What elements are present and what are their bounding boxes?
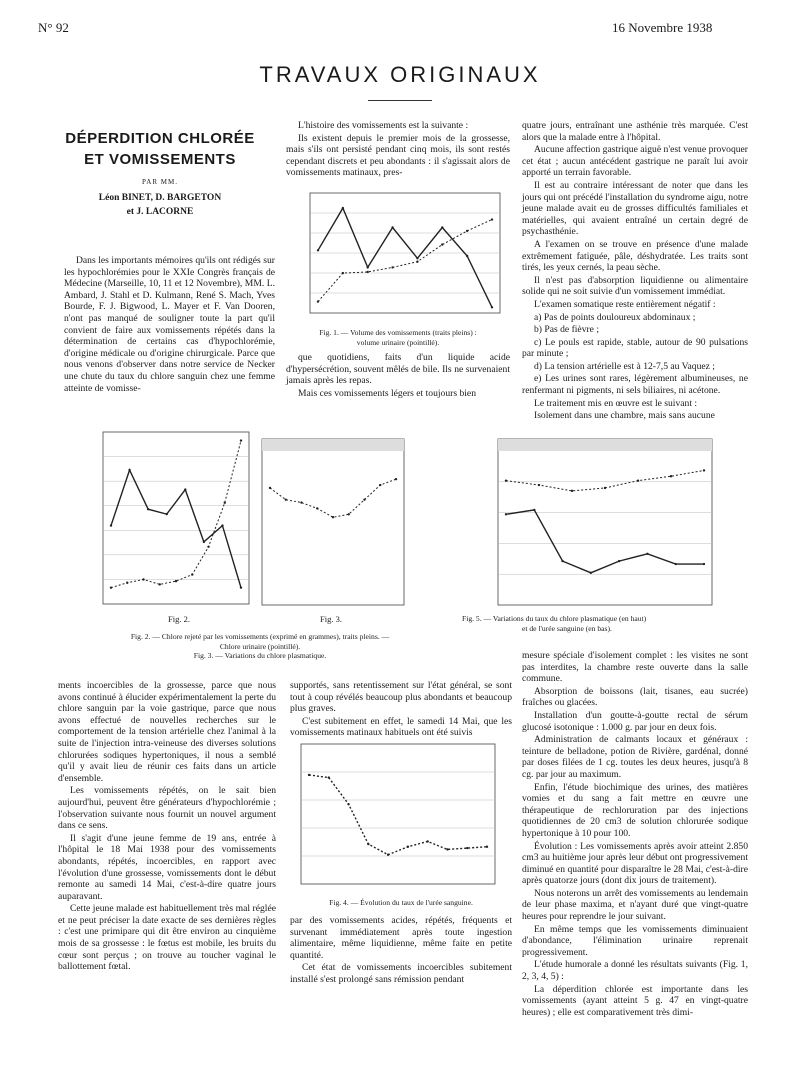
data-point [387,854,389,856]
paragraph: En même temps que les vomissements diminuaient d'abondance, l'élimination urinaire reprenait progressivement. [522,923,748,958]
series-line-3-0 [309,775,487,855]
data-point [675,563,677,565]
paragraph: que quotidiens, faits d'un liquide acide d'hypersécrétion, souvent mêlés de bile. Ils ne survenaient jamais après les repas. [286,352,510,387]
data-point [604,487,606,489]
data-point [147,508,149,510]
paragraph: quatre jours, entraînant une asthénie très marquée. C'est alors que la malade entre à l'hôpital. [522,120,748,143]
paragraph: L'histoire des vomissements est la suivante : [298,120,469,131]
data-point [367,843,369,845]
data-point [240,586,242,588]
data-point [269,487,271,489]
data-point [637,479,639,481]
data-point [407,846,409,848]
paragraph: c) Le pouls est rapide, stable, autour de 90 pulsations par minute ; [522,336,748,360]
data-point [538,484,540,486]
paragraph: Isolement dans une chambre, mais sans aucune [534,410,715,422]
paragraph: Il s'agit d'une jeune femme de 19 ans, entrée à l'hôpital le 18 Mai 1938 pour des vomissements abondants, répétés, incoercibles, en rapport avec l'évolution d'une grossesse, vomissements dont le début remonte au samedi 14 Mai, c'est-à-dire quatre jours auparavant. [58,832,276,902]
paragraph: Dans les importants mémoires qu'ils ont rédigés sur les hypochlorémies pour le XXIe Congrès français de Médecine (Marseille, 10, 11 et 12 Novembre), MM. L. Ambard, J. Stahl et D. Kulmann, René S. Mach, Yves Bourde, F. J. Bigwood, L. Mayer et F. Van Dooren, n'ont pas manqué de souligner toute la part qu'il convient de faire aux vomissements répétés dans la détermination de certains cas d'hypochlorémie, d'origine médicale ou d'origine chirurgicale. Parce que nous venons d'observer dans notre service de Necker une chute du taux du chlore sanguin chez une femme atteinte de vomisse- [64,255,275,394]
series-line-4-1 [506,510,704,573]
data-point [391,226,393,228]
figure-1-chart [290,185,510,325]
series-line-1-1 [111,441,241,588]
fig3-caption: Fig. 3. — Variations du chlore plasmatique. [193,651,327,660]
col2-top-text [286,120,510,180]
paragraph: Cet état de vomissements incoercibles subitement installé s'est prolongé sans rémission pendant [290,962,512,985]
paragraph: Il n'est pas d'absorption liquidienne ou alimentaire solide qui ne soit suivie d'un vomissement immédiat. [522,274,748,298]
paragraph: b) Pas de fièvre ; [534,324,600,336]
paragraph: Les vomissements répétés, on le sait bien aujourd'hui, peuvent être générateurs d'hypochlorémie ; l'observation suivante nous fournit un nouvel argument dans ce sens. [58,785,276,832]
fig5-caption-b: et de l'urée sanguine (en bas). [522,623,612,633]
data-point [367,271,369,273]
paragraph: L'examen somatique reste entièrement négatif : [534,298,716,310]
fig1-caption-b: volume urinaire (pointillé). [356,337,440,347]
paragraph: Installation d'un goutte-à-goutte rectal de sérum glucosé isotonique : 1.000 g. par jour en deux fois. [522,709,748,733]
data-point [379,484,381,486]
figure-5-chart [490,435,715,610]
fig5-caption-a: Fig. 5. — Variations du taux du chlore plasmatique (en haut) [462,614,647,623]
data-point [191,573,193,575]
data-point [342,207,344,209]
paragraph: C'est subitement en effet, le samedi 14 Mai, que les vomissements matinaux habituels ont été suivis [290,715,512,739]
data-point [395,478,397,480]
data-point [207,546,209,548]
col1-top-text [64,255,275,395]
authors-1: Léon BINET, D. BARGETON [98,193,222,203]
data-point [416,261,418,263]
data-point [316,507,318,509]
series-line-0-1 [318,220,492,302]
data-point [317,300,319,302]
fig2-caption-b: Chlore urinaire (pointillé). [219,641,301,651]
data-point [571,490,573,492]
data-point [240,439,242,441]
paragraph: d) La tension artérielle est à 12-7,5 au Vaquez ; [534,360,715,372]
data-point [159,583,161,585]
data-point [505,513,507,515]
issue-number: N° 92 [38,20,69,35]
data-point [367,266,369,268]
data-point [300,501,302,503]
data-point [203,541,205,543]
data-point [110,524,112,526]
data-point [561,560,563,562]
data-point [328,776,330,778]
data-point [224,501,226,503]
data-point [466,255,468,257]
data-point [347,803,349,805]
data-point [618,560,620,562]
data-point [391,266,393,268]
data-point [128,469,130,471]
authors-2: et J. LACORNE [126,207,194,217]
paragraph: Aucune affection gastrique aiguë n'est venue provoquer cet état ; aucun antécédent gastrique ne paraît lui avoir apporté un terrain favorable. [522,144,748,179]
col2-bottom-after-text [290,915,512,987]
col3-bottom-text [522,650,748,1019]
data-point [308,774,310,776]
fig3-label: Fig. 3. [320,614,342,624]
fig4-caption: Fig. 4. — Évolution du taux de l'urée sanguine. [329,898,473,907]
data-point [441,226,443,228]
paragraph: Nous noterons un arrêt des vomissements au lendemain de leur phase maxima, et n'ayant duré que vingt-quatre heures pour reprendre le jour suivant. [522,887,748,923]
paragraph: Ils existent depuis le premier mois de la grossesse, mais s'ils ont persisté pendant cinq mois, ils sont restés cependant discrets et peu abondants : il s'agissait alors de vomissements matinaux, pres- [286,132,510,179]
figure-3-chart [258,435,408,610]
col1-bottom-text [58,680,276,974]
data-point [126,582,128,584]
data-point [533,509,535,511]
series-line-0-0 [318,208,492,307]
paragraph: par des vomissements acides, répétés, fréquents et survenant immédiatement après toute ingestion alimentaire, même liquidienne, même faite en petite quantité. [290,915,512,961]
data-point [285,498,287,500]
paragraph: Cette jeune malade est habituellement très mal réglée et ne peut préciser la date exacte de ses dernières règles : c'est une primipare qui dit être environ au cinquième mois de sa grossesse : le fœtus est mobile, les bruits du cœur sont perçus ; on trouve au toucher vaginal le ballottement fœtal. [58,903,276,973]
figure-2-chart [95,428,255,610]
article-header [60,128,260,219]
paragraph: ments incoercibles de la grossesse, parce que nous avons continué à élucider expérimentalement la perte du chlore sanguin par la voie gastrique, parce que nous avons effectué de nouvelles recherches sur le comportement de la tension artérielle chez l'animal à la suite de l'injection intra-veineuse des diverses solutions chlorurées sodiques hypertoniques, il nous a semblé qu'il y avait lieu de réunir ces faits dans un article d'ensemble. [58,680,276,784]
fig5-caption [462,614,762,633]
fig2-label: Fig. 2. [168,614,190,624]
data-point [110,586,112,588]
data-point [426,840,428,842]
data-point [142,578,144,580]
series-line-1-0 [111,470,241,588]
data-point [446,848,448,850]
section-title: TRAVAUX ORIGINAUX [259,62,541,87]
data-point [363,498,365,500]
data-point [466,847,468,849]
issue-date: 16 Novembre 1938 [612,20,713,35]
data-point [221,524,223,526]
data-point [317,249,319,251]
data-point [166,513,168,515]
col3-top-text [522,120,748,423]
paragraph: A l'examen on se trouve en présence d'une malade extrêmement fatiguée, pâle, déshydratée. Les traits sont tirés, les yeux cernés, la peau sèche. [522,238,748,274]
paragraph: Administration de calmants locaux et généraux : teinture de belladone, potion de Rivière, gardénal, donné par doses filées de 1 cg. toutes les deux heures, jusqu'à 8 cg. par jour au maximum. [522,734,748,780]
figure-4-chart [295,740,500,890]
data-point [184,488,186,490]
paragraph: e) Les urines sont rares, légèrement albumineuses, ne renfermant ni pigments, ni sels biliaires, ni acétone. [522,373,748,397]
fig1-caption [286,328,510,347]
paragraph: Absorption de boissons (lait, tisanes, eau sucrée) fraîches ou glacées. [522,685,748,709]
fig2-caption-a: Fig. 2. — Chlore rejeté par les vomissements (exprimé en grammes), traits pleins. — [130,632,390,641]
fig2-caption [80,632,440,661]
paragraph: La déperdition chlorée est importante dans les vomissements (ayant atteint 5 g. 47 en vingt-quatre heures) ; elle est comparativement très dimi- [522,983,748,1018]
data-point [703,563,705,565]
paragraph: Enfin, l'étude biochimique des urines, des matières vomies et du sang a fait mettre en œuvre une thérapeutique de rechloruration par des injections quotidiennes de 20 cm3 de solution chlorurée sodique hypertonique à 10 pour 100. [522,781,748,839]
data-point [491,218,493,220]
paragraph: supportés, sans retentissement sur l'état général, se sont tout à coup révélés beaucoup plus abondants et beaucoup plus graves. [290,680,512,715]
paragraph: Il est au contraire intéressant de noter que dans les jours qui ont précédé l'installation du syndrome aigu, notre jeune malade avait eu de grosses difficultés familiales et matérielles, qui avaient entraîné un certain degré de psychasthénie. [522,179,748,238]
data-point [466,230,468,232]
data-point [441,243,443,245]
paragraph: a) Pas de points douloureux abdominaux ; [534,311,696,323]
col2-bottom-top-text [290,680,512,740]
data-point [505,479,507,481]
paragraph: Le traitement mis en œuvre est le suivant : [534,397,698,409]
data-point [670,475,672,477]
fig3-hatch-band [262,439,404,451]
data-point [486,846,488,848]
series-line-2-0 [270,479,396,517]
data-point [646,553,648,555]
paragraph: Évolution : Les vomissements après avoir atteint 2.850 cm3 au huitième jour après leur début ont progressivement diminué en quantité pour disparaître le 28 Mai, c'est-à-dire après quatorze jours (dont dix jours de traitement). [522,840,748,887]
data-point [416,257,418,259]
data-point [342,272,344,274]
data-point [348,513,350,515]
par-text: PAR MM. [142,178,178,186]
title-rule [368,100,432,101]
fig1-caption-a: Fig. 1. — Volume des vomissements (traits pleins) : [319,328,477,337]
article-title-1: DÉPERDITION CHLORÉE [65,130,255,147]
paragraph: L'étude humorale a donné les résultats suivants (Fig. 1, 2, 3, 4, 5) : [522,959,748,983]
data-point [590,572,592,574]
data-point [332,516,334,518]
data-point [491,306,493,308]
col2-after-fig1 [286,352,510,400]
article-title-2: ET VOMISSEMENTS [84,151,236,168]
data-point [703,469,705,471]
fig5-hatch-band [498,439,712,451]
paragraph: mesure spéciale d'isolement complet : les visites ne sont pas interdites, la chambre reste ouverte dans la salle commune. [522,650,748,685]
data-point [175,580,177,582]
paragraph: Mais ces vomissements légers et toujours bien [298,387,476,399]
